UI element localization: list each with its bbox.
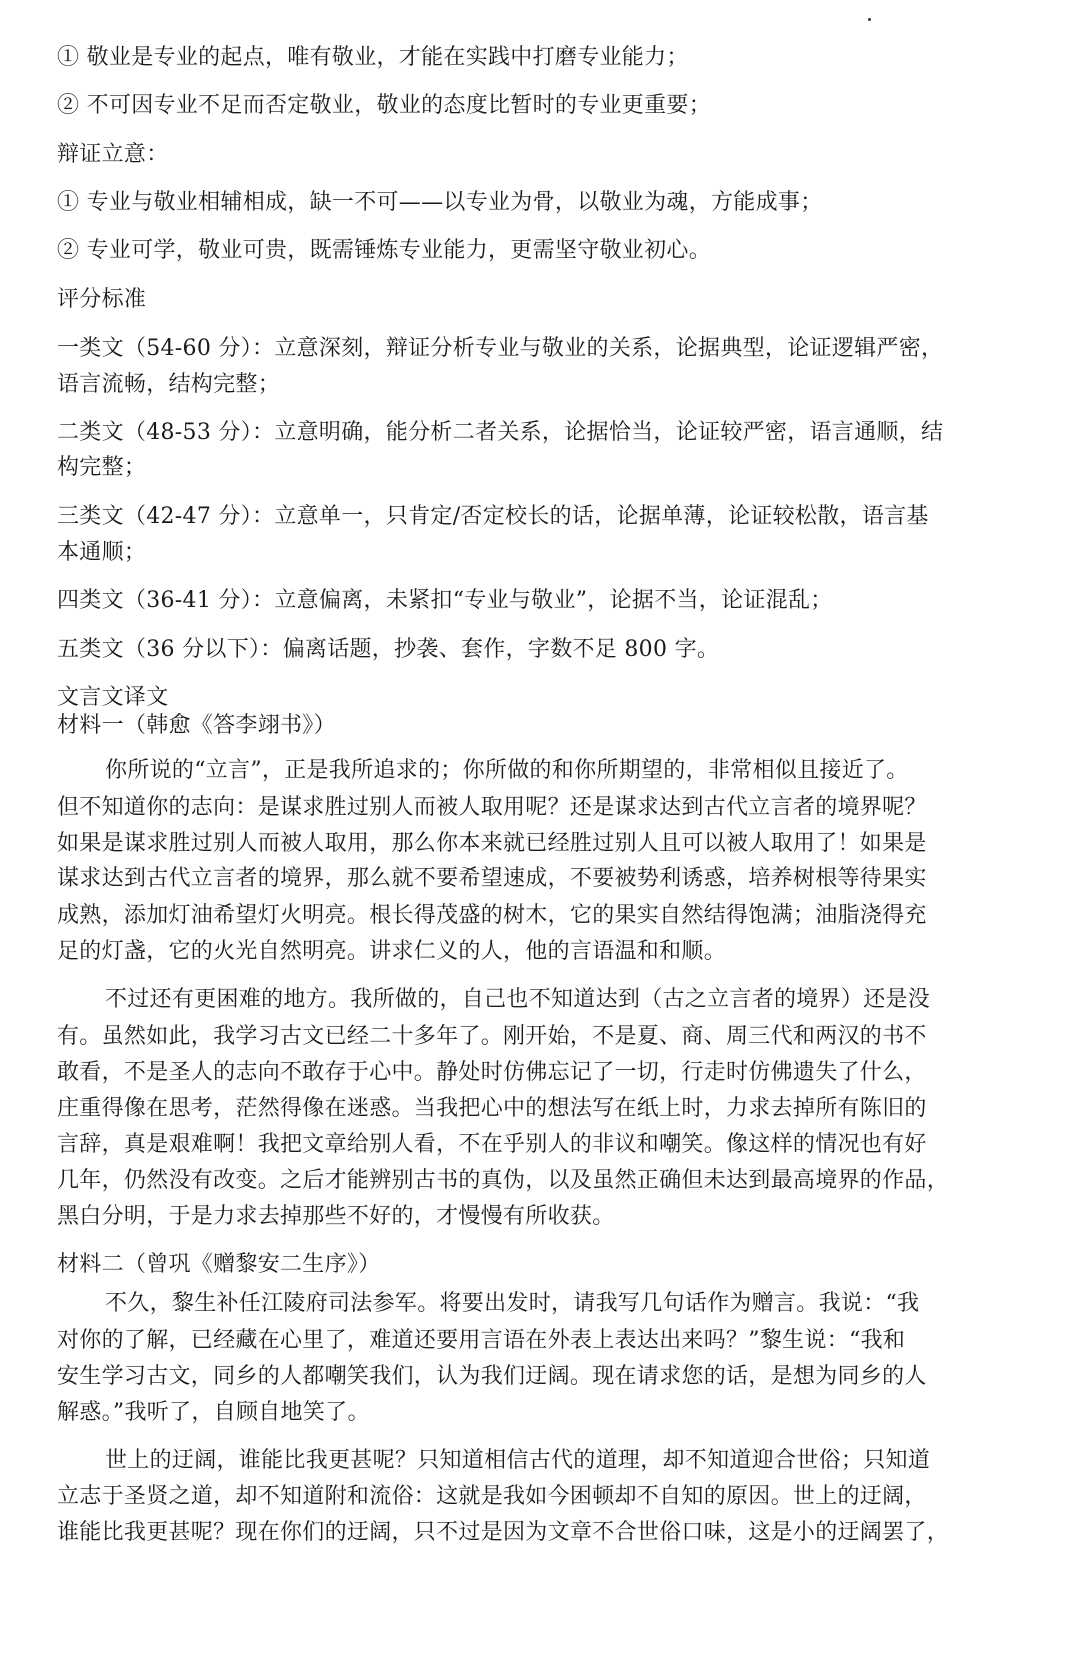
text-line: 成熟，添加灯油希望灯火明亮。根长得茂盛的树木，它的果实自然结得饱满；油脂浇得充 bbox=[57, 903, 927, 928]
text-line: 一类文（54-60 分）：立意深刻，辩证分析专业与敬业的关系，论据典型，论证逻辑严密， bbox=[57, 336, 944, 361]
text-line: 谁能比我更甚呢？现在你们的迂阔，只不过是因为文章不合世俗口味，这是小的迂阔罢了， bbox=[57, 1520, 950, 1545]
text-line: 语言流畅，结构完整； bbox=[57, 372, 281, 397]
text-line: 庄重得像在思考，茫然得像在迷惑。当我把心中的想法写在纸上时，力求去掉所有陈旧的 bbox=[57, 1096, 927, 1121]
text-line: 本通顺； bbox=[57, 540, 147, 565]
text-line: 但不知道你的志向：是谋求胜过别人而被人取用呢？还是谋求达到古代立言者的境界呢？ bbox=[57, 795, 927, 820]
text-line: 四类文（36-41 分）：立意偏离，未紧扣“专业与敬业”，论据不当，论证混乱； bbox=[57, 588, 833, 613]
material-title: 材料二（曾巩《赠黎安二生序》） bbox=[57, 1252, 381, 1277]
text-line: ② 不可因专业不足而否定敬业，敬业的态度比暂时的专业更重要； bbox=[57, 93, 711, 118]
text-line: 世上的迂阔，谁能比我更甚呢？只知道相信古代的道理，却不知道迎合世俗；只知道 bbox=[105, 1448, 931, 1473]
text-line: 立志于圣贤之道，却不知道附和流俗：这就是我如今困顿却不自知的原因。世上的迂阔， bbox=[57, 1484, 927, 1509]
text-line: 五类文（36 分以下）：偏离话题，抄袭、套作，字数不足 800 字。 bbox=[57, 637, 720, 662]
text-line: 不过还有更困难的地方。我所做的，自己也不知道达到（古之立言者的境界）还是没 bbox=[105, 987, 931, 1012]
section-heading: 评分标准 bbox=[57, 287, 147, 312]
text-line: 几年，仍然没有改变。之后才能辨别古书的真伪，以及虽然正确但未达到最高境界的作品， bbox=[57, 1168, 950, 1193]
text-line: 足的灯盏，它的火光自然明亮。讲求仁义的人，他的言语温和和顺。 bbox=[57, 939, 727, 964]
text-line: 言辞，真是艰难啊！我把文章给别人看，不在乎别人的非议和嘲笑。像这样的情况也有好 bbox=[57, 1132, 927, 1157]
text-line: 不久，黎生补任江陵府司法参军。将要出发时，请我写几句话作为赠言。我说：“我 bbox=[105, 1291, 920, 1316]
text-line: 你所说的“立言”，正是我所追求的；你所做的和你所期望的，非常相似且接近了。 bbox=[105, 758, 909, 783]
text-line: ① 敬业是专业的起点，唯有敬业，才能在实践中打磨专业能力； bbox=[57, 45, 689, 70]
text-line: 三类文（42-47 分）：立意单一，只肯定/否定校长的话，论据单薄，论证较松散，语言基 bbox=[57, 504, 929, 529]
text-line: 解惑。”我听了，自顾自地笑了。 bbox=[57, 1400, 370, 1425]
text-line: ① 专业与敬业相辅相成，缺一不可——以专业为骨，以敬业为魂，方能成事； bbox=[57, 190, 823, 215]
text-line: 黑白分明，于是力求去掉那些不好的，才慢慢有所收获。 bbox=[57, 1204, 615, 1229]
text-line: 如果是谋求胜过别人而被人取用，那么你本来就已经胜过别人且可以被人取用了！如果是 bbox=[57, 831, 927, 856]
text-line: 对你的了解，已经藏在心里了，难道还要用言语在外表上表达出来吗？”黎生说：“我和 bbox=[57, 1328, 906, 1353]
section-heading: 文言文译文 bbox=[57, 685, 169, 710]
material-title: 材料一（韩愈《答李翊书》） bbox=[57, 713, 336, 738]
text-line: 构完整； bbox=[57, 455, 147, 480]
scan-speck bbox=[868, 18, 871, 21]
section-heading: 辩证立意： bbox=[57, 142, 169, 167]
text-line: 有。虽然如此，我学习古文已经二十多年了。刚开始，不是夏、商、周三代和两汉的书不 bbox=[57, 1024, 927, 1049]
text-line: 敢看，不是圣人的志向不敢存于心中。静处时仿佛忘记了一切，行走时仿佛遗失了什么， bbox=[57, 1060, 927, 1085]
text-line: 二类文（48-53 分）：立意明确，能分析二者关系，论据恰当，论证较严密，语言通顺，结 bbox=[57, 420, 944, 445]
text-line: ② 专业可学，敬业可贵，既需锤炼专业能力，更需坚守敬业初心。 bbox=[57, 238, 711, 263]
text-line: 谋求达到古代立言者的境界，那么就不要希望速成，不要被势利诱惑，培养树根等待果实 bbox=[57, 866, 927, 891]
text-line: 安生学习古文，同乡的人都嘲笑我们，认为我们迂阔。现在请求您的话，是想为同乡的人 bbox=[57, 1364, 927, 1389]
